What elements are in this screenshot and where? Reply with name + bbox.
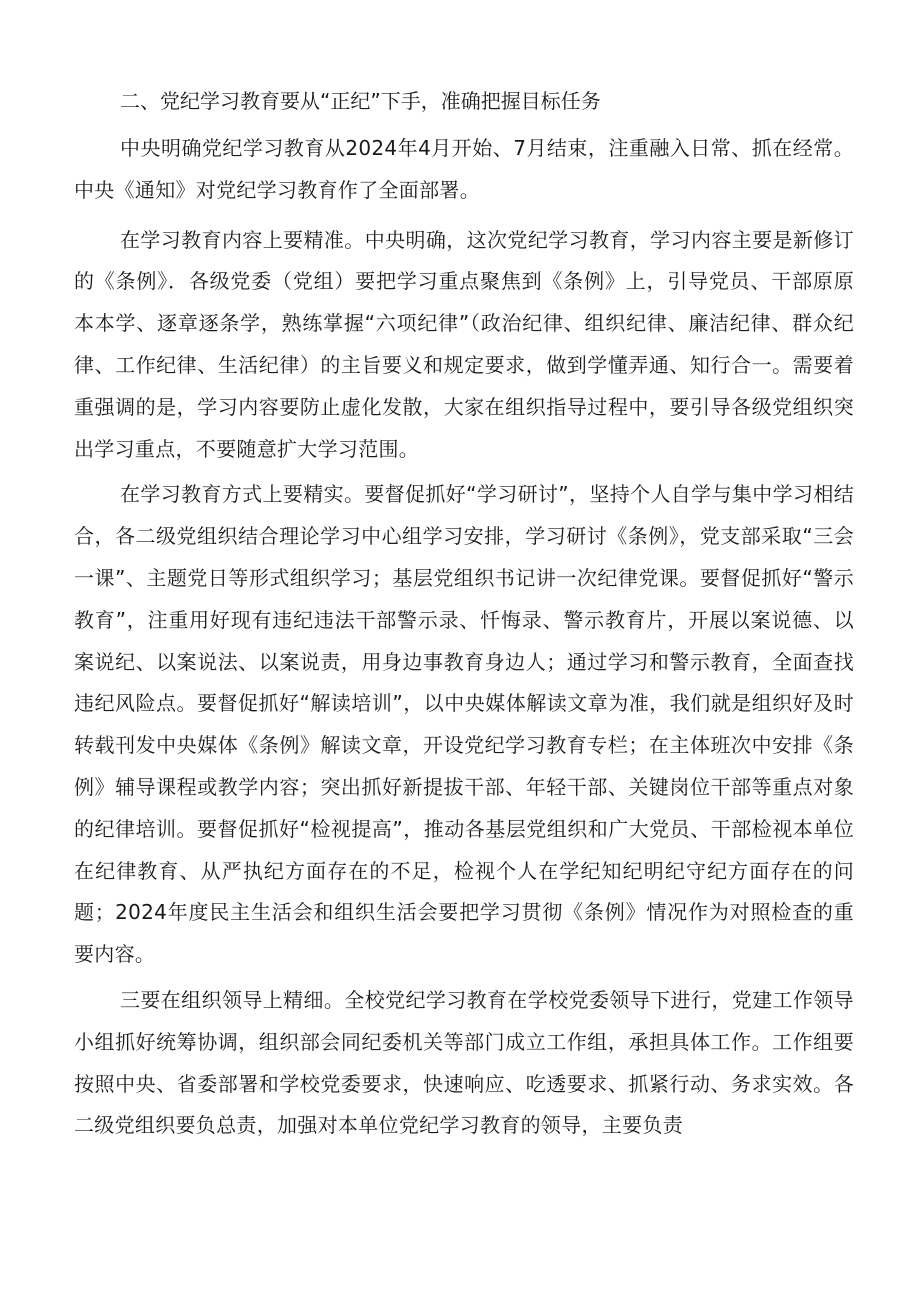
section-heading: 二、党纪学习教育要从“正纪”下手，准确把握目标任务 <box>120 89 601 113</box>
paragraph-intro: 中央明确党纪学习教育从2024年4月开始、7月结束，注重融入日常、抓在经常。中央《通知》对党纪学习教育作了全面部署。 <box>74 136 854 202</box>
paragraph-content-precision: 在学习教育内容上要精准。中央明确，这次党纪学习教育，学习内容主要是新修订的《条例》．各级党委（党组）要把学习重点聚焦到《条例》上，引导党员、干部原原本本学、逐章逐条学，熟练掌握“六项纪律”（政治纪律、组织纪律、廉洁纪律、群众纪律、工作纪律、生活纪律）的主旨要义和规定要求，做到学懂弄通、知行合一。需要着重强调的是，学习内容要防止虚化发散，大家在组织指导过程中，要引导各级党组织突出学习重点，不要随意扩大学习范围。 <box>74 227 854 461</box>
paragraph-method-practicality: 在学习教育方式上要精实。要督促抓好“学习研讨”，坚持个人自学与集中学习相结合，各二级党组织结合理论学习中心组学习安排，学习研讨《条例》，党支部采取“三会一课”、主题党日等形式组织学习；基层党组织书记讲一次纪律党课。要督促抓好“警示教育”，注重用好现有违纪违法干部警示录、忏悔录、警示教育片，开展以案说德、以案说纪、以案说法、以案说责，用身边事教育身边人；通过学习和警示教育，全面查找违纪风险点。要督促抓好“解读培训”，以中央媒体解读文章为准，我们就是组织好及时转载刊发中央媒体《条例》解读文章，开设党纪学习教育专栏；在主体班次中安排《条例》辅导课程或教学内容；突出抓好新提拔干部、年轻干部、关键岗位干部等重点对象的纪律培训。要督促抓好“检视提高”，推动各基层党组织和广大党员、干部检视本单位在纪律教育、从严执纪方面存在的不足，检视个人在学纪知纪明纪守纪方面存在的问题；2024年度民主生活会和组织生活会要把学习贯彻《条例》情况作为对照检查的重要内容。 <box>74 482 854 967</box>
paragraph-organization-leadership: 三要在组织领导上精细。全校党纪学习教育在学校党委领导下进行，党建工作领导小组抓好统筹协调，组织部会同纪委机关等部门成立工作组，承担具体工作。工作组要按照中央、省委部署和学校党委要求，快速响应、吃透要求、抓紧行动、务求实效。各二级党组织要负总责，加强对本单位党纪学习教育的领导，主要负责 <box>74 987 854 1138</box>
